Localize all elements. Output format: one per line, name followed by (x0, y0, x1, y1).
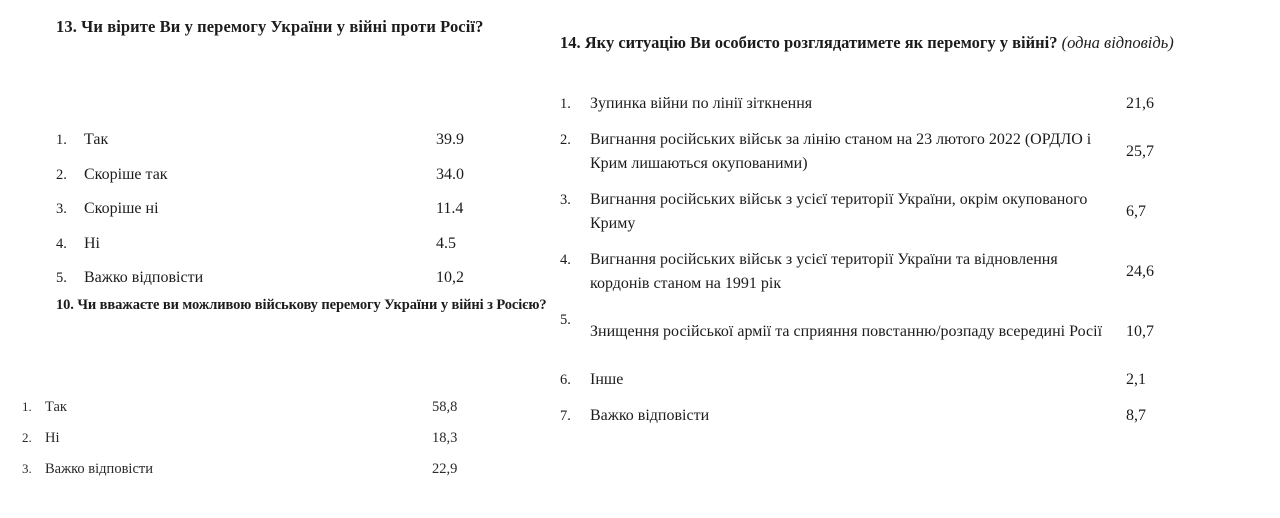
list-item (22, 430, 552, 461)
question-10-block (22, 296, 552, 492)
answer-number: 3. (560, 192, 571, 209)
question-13-number: 13. (56, 17, 77, 36)
answer-label: Скоріше ні (84, 200, 159, 218)
answer-label: Знищення російської армії та сприяння повстанню/розпаду всередині Росії (590, 323, 1103, 341)
answer-label: Вигнання російських військ з усієї території України та відновлення кордонів станом на 1991 рік (590, 250, 1058, 293)
answer-label: Важко відповісти (45, 460, 153, 477)
answer-label: Інше (590, 371, 624, 389)
list-item (560, 91, 1260, 117)
list-item (56, 200, 526, 235)
list-item (56, 131, 526, 166)
answer-label: Так (45, 398, 67, 415)
question-10-number: 10. (56, 297, 74, 313)
answer-value: 22,9 (432, 460, 458, 477)
answer-label: Вигнання російських військ з усієї території України, окрім окупованого Криму (590, 190, 1088, 233)
answer-number: 3. (56, 201, 67, 218)
answer-label: Важко відповісти (590, 407, 710, 425)
list-item (560, 187, 1260, 237)
answer-number: 6. (560, 372, 571, 389)
answer-value: 25,7 (1126, 143, 1154, 161)
answer-number: 3. (22, 460, 32, 476)
answer-value: 39.9 (436, 131, 464, 149)
question-13-answer-list (56, 131, 526, 304)
answer-number: 4. (560, 252, 571, 269)
answer-value: 2,1 (1126, 371, 1146, 389)
question-10-answer-list (22, 399, 552, 492)
list-item (560, 367, 1260, 393)
answer-value: 10,2 (436, 269, 464, 287)
answer-number: 2. (56, 166, 67, 183)
list-item (56, 235, 526, 270)
answer-label: Важко відповісти (84, 269, 204, 287)
answer-value: 24,6 (1126, 263, 1154, 281)
answer-label: Так (84, 131, 109, 149)
answer-label: Ні (84, 234, 100, 252)
answer-label: Зупинка війни по лінії зіткнення (590, 95, 813, 113)
answer-value: 11.4 (436, 200, 464, 218)
answer-label: Ні (45, 429, 60, 446)
question-14-block (560, 32, 1260, 439)
answer-label: Вигнання російських військ за лінію станом на 23 лютого 2022 (ОРДЛО і Крим лишаються окупованими) (590, 130, 1092, 173)
question-13-title (56, 16, 526, 37)
list-item (22, 461, 552, 492)
list-item (560, 307, 1260, 357)
list-item (560, 403, 1260, 429)
answer-number: 4. (56, 235, 67, 252)
question-14-note: (одна відповідь) (1061, 33, 1174, 52)
question-10-title (22, 296, 552, 315)
answer-value: 4.5 (436, 234, 456, 252)
answer-number: 5. (560, 312, 571, 329)
answer-number: 1. (22, 398, 32, 414)
answer-number: 7. (560, 408, 571, 425)
answer-value: 6,7 (1126, 203, 1146, 221)
list-item (56, 166, 526, 201)
list-item (560, 127, 1260, 177)
answer-number: 2. (22, 429, 32, 445)
question-14-title (560, 32, 1260, 53)
list-item (560, 247, 1260, 297)
answer-value: 21,6 (1126, 95, 1154, 113)
list-item (22, 399, 552, 430)
answer-value: 10,7 (1126, 323, 1154, 341)
question-14-number: 14. (560, 33, 581, 52)
question-14-answer-list (560, 91, 1260, 429)
answer-number: 1. (56, 132, 67, 149)
answer-value: 34.0 (436, 165, 464, 183)
answer-value: 18,3 (432, 429, 458, 446)
question-14-text: Яку ситуацію Ви особисто розглядатимете як перемогу у війні? (584, 33, 1058, 52)
answer-value: 58,8 (432, 398, 458, 415)
answer-value: 8,7 (1126, 407, 1146, 425)
question-13-block (56, 16, 526, 304)
answer-number: 2. (560, 132, 571, 149)
answer-label: Скоріше так (84, 165, 168, 183)
question-13-text: Чи вірите Ви у перемогу України у війні проти Росії? (81, 17, 484, 36)
answer-number: 5. (56, 270, 67, 287)
question-10-text: Чи вважаєте ви можливою військову перемогу України у війні з Росією? (77, 297, 547, 313)
answer-number: 1. (560, 96, 571, 113)
